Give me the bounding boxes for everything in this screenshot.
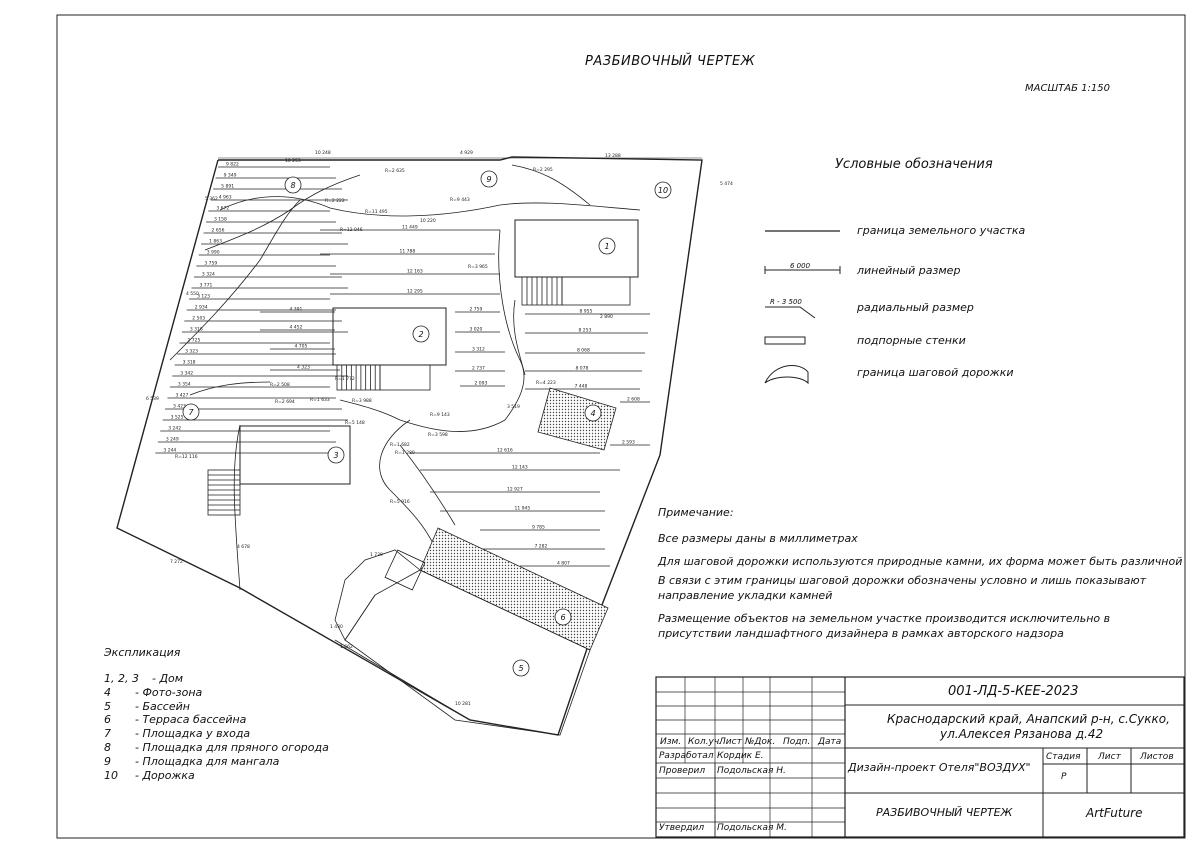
misc-dimension-label: 4 678 <box>237 545 250 550</box>
signature-role: Утвердил <box>659 823 705 833</box>
misc-dimension-label: 7 272 <box>170 560 183 565</box>
revision-header: Изм. <box>660 737 682 747</box>
dimension-label: 3 990 <box>206 250 220 256</box>
dimension-label: 3 312 <box>472 347 485 353</box>
zone-marker-5 <box>513 660 529 676</box>
sheets-header: Листов <box>1140 752 1174 762</box>
radius-label: R=1 633 <box>310 398 330 403</box>
pool-deck <box>335 550 420 640</box>
legend-item-boundary: граница земельного участка <box>857 224 1026 237</box>
note-line: В связи с этим границы шаговой дорожки обозначены условно и лишь показывают <box>658 574 1147 587</box>
stepping-path-border <box>380 420 440 560</box>
project-name: Дизайн-проект Отеля"ВОЗДУХ" <box>848 761 1031 774</box>
top-dimension-label: 10 248 <box>315 151 331 156</box>
misc-dimension-label: 3 519 <box>507 405 520 410</box>
radius-label: R=1 682 <box>390 443 410 448</box>
explication-label: - Площадка у входа <box>135 727 251 741</box>
dimension-label: 12 163 <box>407 269 423 275</box>
legend-item-linear: линейный размер <box>857 264 961 277</box>
dimension-label: 9 785 <box>532 525 545 531</box>
dimension-label: 2 737 <box>472 366 485 372</box>
legend-item-radial: радиальный размер <box>857 301 974 314</box>
explication-number: 10 <box>104 768 118 782</box>
explication-number: 9 <box>104 754 111 768</box>
house-3-stairs <box>208 470 240 515</box>
dimension-label: 2 093 <box>474 381 488 387</box>
dimension-label: 3 244 <box>163 448 177 454</box>
dimension-label: 3 123 <box>197 294 211 300</box>
dimension-label: 3 316 <box>189 327 203 333</box>
legend-item-walls: подпорные стенки <box>857 334 966 347</box>
explication-heading: Экспликация <box>104 646 181 659</box>
dimension-label: 2 759 <box>469 307 483 313</box>
dimension-label: 3 342 <box>180 371 194 377</box>
legend-dimension-value: 6 000 <box>790 262 811 270</box>
sheet-header: Лист <box>1098 752 1121 762</box>
dimension-label: 12 295 <box>407 289 423 295</box>
legend-item-path: граница шаговой дорожки <box>857 366 1014 379</box>
svg-text:2: 2 <box>418 330 424 339</box>
revision-header: Лист <box>719 737 742 747</box>
radius-label: R=5 916 <box>390 500 410 505</box>
dimension-label: 3 759 <box>204 261 218 267</box>
dimension-label: 7 448 <box>574 384 588 390</box>
svg-text:1: 1 <box>604 242 610 251</box>
signature-name: Подольская М. <box>717 823 787 833</box>
pool-edge <box>335 640 470 720</box>
dimension-label: 11 945 <box>514 506 531 512</box>
dimension-label: 3 672 <box>216 206 230 212</box>
top-dimension-label: 13 288 <box>605 154 621 159</box>
zone-marker-2 <box>413 326 429 342</box>
dimension-label: 3 318 <box>182 360 196 366</box>
svg-text:8: 8 <box>290 181 296 190</box>
dimension-label: 9 349 <box>223 173 237 179</box>
legend-radius-value: R - 3 500 <box>770 298 802 306</box>
dimension-label: 5 891 <box>221 184 235 190</box>
dimension-label: 12 616 <box>497 448 513 454</box>
explication-label: - Площадка для мангала <box>135 754 280 768</box>
dimension-label: 3 158 <box>213 217 227 223</box>
dimension-label: 2 608 <box>627 397 640 403</box>
misc-dimension-label: 5 362 <box>205 197 218 202</box>
radius-label: R=2 694 <box>275 400 295 405</box>
radius-label: R=1 280 <box>395 451 415 456</box>
radius-label: R=9 443 <box>450 198 470 203</box>
misc-dimension-label: 4 550 <box>186 292 199 297</box>
dimension-label: 3 020 <box>469 327 483 333</box>
explication-number: 4 <box>104 685 111 699</box>
drawing-code: 001-ЛД-5-КЕЕ-2023 <box>948 684 1079 699</box>
stage-value: Р <box>1061 772 1067 782</box>
signature-name: Кордик Е. <box>717 751 764 761</box>
house-2 <box>333 308 446 365</box>
dimension-label: 8 078 <box>575 366 589 372</box>
stepping-path-border <box>234 425 240 590</box>
stepping-path-border <box>170 200 300 360</box>
pool-steps <box>385 550 425 590</box>
misc-dimension-label: 6 539 <box>146 397 159 402</box>
radius-label: R=2 295 <box>533 168 553 173</box>
zone-marker-8 <box>285 177 301 193</box>
revision-header: Дата <box>818 737 842 747</box>
explication-label: - Дом <box>152 672 184 685</box>
dimension-label: 4 963 <box>218 195 232 201</box>
photo-zone-4 <box>538 388 616 450</box>
misc-dimension-label: 5 474 <box>720 182 733 187</box>
misc-dimension-label: 1 662 <box>340 645 353 650</box>
revision-header: №Док. <box>745 737 776 747</box>
svg-text:7: 7 <box>188 408 194 417</box>
radius-label: R=3 598 <box>428 433 448 438</box>
svg-text:3: 3 <box>333 451 339 460</box>
dimension-label: 2 656 <box>211 228 225 234</box>
explication-label: - Терраса бассейна <box>135 713 247 727</box>
dimension-label: 3 249 <box>165 437 179 443</box>
note-line: присутствии ландшафтного дизайнера в рамках авторского надзора <box>658 627 1064 640</box>
explication-number: 6 <box>104 713 111 727</box>
dimension-label: 12 143 <box>512 465 528 471</box>
zone-marker-6 <box>555 609 571 625</box>
dimension-label: 3 354 <box>177 382 191 388</box>
dimension-labels <box>146 150 733 707</box>
dimension-label: 4 323 <box>297 365 310 371</box>
house-1 <box>515 220 638 277</box>
explication-number: 1, 2, 3 <box>104 672 139 685</box>
dimension-label: 8 253 <box>578 328 592 334</box>
legend-path-border <box>765 366 808 383</box>
svg-text:10: 10 <box>657 186 669 195</box>
note-line: Размещение объектов на земельном участке производится исключительно в <box>658 612 1111 625</box>
stage-header: Стадия <box>1046 752 1081 762</box>
radius-label: R=2 635 <box>385 169 405 174</box>
radius-label: R=12 046 <box>340 228 363 233</box>
address-line-2: ул.Алексея Рязанова д.42 <box>940 727 1104 741</box>
stepping-path-border <box>400 445 455 525</box>
dimension-label: 7 282 <box>534 544 548 550</box>
misc-dimension-label: 10 281 <box>455 702 471 707</box>
notes-heading: Примечание: <box>658 506 734 519</box>
top-dimension-label: 10 253 <box>285 159 301 164</box>
dimension-label: 11 788 <box>399 249 416 255</box>
zone-marker-4 <box>585 405 601 421</box>
dimension-label: 8 955 <box>579 309 593 315</box>
explication-label: - Дорожка <box>135 768 195 782</box>
dimension-label: 2 593 <box>622 440 635 446</box>
radius-label: R=11 495 <box>365 210 388 215</box>
zone-marker-1 <box>599 238 615 254</box>
signature-role: Проверил <box>659 766 706 776</box>
sheet-title: РАЗБИВОЧНЫЙ ЧЕРТЕЖ <box>876 806 1013 819</box>
stepping-path-border <box>514 300 525 375</box>
dimension-label: 1 863 <box>209 239 223 245</box>
explication-number: 7 <box>104 727 111 741</box>
radius-label: R=12 116 <box>175 455 198 460</box>
explication-label: - Фото-зона <box>135 685 203 699</box>
dimension-label: 9 822 <box>226 162 239 168</box>
radius-label: R=1 772 <box>335 377 355 382</box>
dimension-label: 11 449 <box>402 225 418 231</box>
dimension-label: 4 452 <box>289 325 303 331</box>
radius-label: R=4 223 <box>536 381 556 386</box>
dimension-label: 3 324 <box>201 272 215 278</box>
dimension-label: 4 391 <box>289 307 303 313</box>
explication-number: 5 <box>104 699 111 713</box>
top-dimension-label: 4 929 <box>460 151 473 156</box>
dimension-label: 4 705 <box>294 344 308 350</box>
drawing-title: РАЗБИВОЧНЫЙ ЧЕРТЕЖ <box>585 54 756 69</box>
dimension-label: 3 525 <box>170 415 184 421</box>
company-name: ArtFuture <box>1086 806 1143 820</box>
dimension-label: 8 068 <box>577 348 590 354</box>
revision-header: Подп. <box>783 737 811 747</box>
dimension-label: 3 323 <box>185 349 198 355</box>
dimension-label: 3 771 <box>199 283 213 289</box>
svg-text:5: 5 <box>518 664 524 673</box>
misc-dimension-label: 10 220 <box>420 219 436 224</box>
radius-label: R=9 143 <box>430 413 450 418</box>
dimension-label: 2 503 <box>192 316 206 322</box>
legend-graphics <box>765 231 840 383</box>
dimension-label: 2 725 <box>187 338 201 344</box>
misc-dimension-label: 1 430 <box>330 625 343 630</box>
legend-retaining-wall <box>765 337 805 344</box>
house-1-stairs <box>522 277 562 305</box>
zone-marker-3 <box>328 447 344 463</box>
revision-header: Кол.уч. <box>688 737 723 747</box>
dimension-label: 12 927 <box>507 487 523 493</box>
misc-dimension-label: 2 890 <box>600 315 613 320</box>
note-line: направление укладки камней <box>658 589 833 602</box>
dimension-label: 3 423 <box>173 404 186 410</box>
stepping-path-border <box>220 197 640 216</box>
svg-text:6: 6 <box>560 613 566 622</box>
note-line: Для шаговой дорожки используются природные камни, их форма может быть различной <box>658 555 1183 568</box>
radius-label: R=3 965 <box>468 265 488 270</box>
drawing-scale: МАСШТАБ 1:150 <box>1025 83 1110 94</box>
svg-text:4: 4 <box>590 409 596 418</box>
legend-heading: Условные обозначения <box>835 157 993 172</box>
zone-marker-9 <box>481 171 497 187</box>
pool-terrace-6 <box>420 528 608 650</box>
house-1-terrace <box>562 277 630 305</box>
radius-label: R=2 222 <box>325 199 345 204</box>
dimension-label: 3 242 <box>168 426 182 432</box>
explication-number: 8 <box>104 741 111 754</box>
radius-label: R=5 148 <box>345 421 365 426</box>
radius-label: R=3 988 <box>352 399 372 404</box>
explication-label: - Бассейн <box>135 699 190 713</box>
explication-label: - Площадка для пряного огорода <box>135 741 329 754</box>
signature-role: Разработал <box>659 751 714 761</box>
dimension-label: 3 427 <box>175 393 189 399</box>
house-2-terrace <box>380 365 430 390</box>
signature-name: Подольская Н. <box>717 766 786 776</box>
svg-text:9: 9 <box>486 175 492 184</box>
zone-marker-10 <box>655 182 671 198</box>
dimension-label: 2 934 <box>194 305 208 311</box>
address-line-1: Краснодарский край, Анапский р-н, с.Сукко, <box>887 712 1170 726</box>
radius-label: R=2 508 <box>270 383 290 388</box>
dimension-label: 4 807 <box>557 561 570 567</box>
legend-radius-sample <box>765 307 815 318</box>
note-line: Все размеры даны в миллиметрах <box>658 532 858 545</box>
misc-dimension-label: 1 739 <box>370 553 383 558</box>
stepping-path-border <box>190 382 270 395</box>
